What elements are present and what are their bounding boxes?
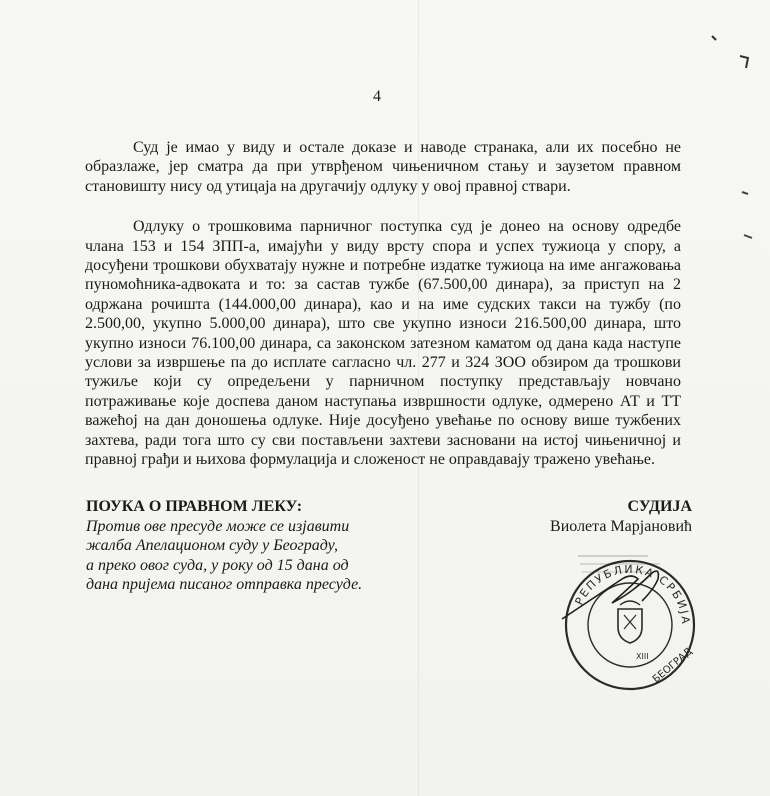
- paragraph-evidence: Суд је имао у виду и остале доказе и наводе странака, али их посебно не образлаже, јер сматра да при утврђеном чињеничном стању и заузетом правном становишту нису од утицаја на другачију одлуку у овој правној ствари.: [85, 139, 681, 195]
- page-number: 4: [373, 88, 381, 105]
- legal-remedy-line: дана пријема писаног отправка пресуде.: [86, 576, 363, 594]
- svg-text:РЕПУБЛИКА СРБИЈА: [573, 563, 693, 626]
- seal-number: XIII: [636, 652, 649, 661]
- court-seal: [560, 555, 700, 695]
- legal-remedy-title: ПОУКА О ПРАВНОМ ЛЕКУ:: [86, 498, 303, 515]
- legal-remedy-line: а преко овог суда, у року од 15 дана од: [86, 556, 349, 574]
- seal-city-text: БЕОГРАД: [650, 646, 695, 686]
- scan-speck-marks: [700, 30, 760, 80]
- scan-edge-marks: [738, 180, 758, 250]
- coat-of-arms-icon: [618, 601, 642, 643]
- judge-name: Виолета Марјановић: [550, 517, 692, 535]
- legal-remedy-line: Против ове пресуде може се изјавити: [86, 517, 350, 535]
- judge-title: СУДИЈА: [627, 498, 692, 515]
- document-body: [85, 138, 681, 470]
- paragraph-costs: Одлуку о трошковима парничног поступка суд је донео на основу одредбе члана 153 и 154 ЗПП-а, имајући у виду врсту спора и успех тужиоца у спору, а досуђени трошкови обухватају нужне и потребне издатке тужиоца на име ангажовања пуномоћника-адвоката и то: за састав тужбе (67.500,00 динара), за приступ на 2 одржана рочишта (144.000,00 динара), као и на име судских такси на тужбу (по 2.500,00, укупно 5.000,00 динара), што све укупно износи 216.500,00 динара, што укупно износи 76.100,00 динара, са законском затезном каматом од дана када наступе услови за извршење па до исплате сагласно чл. 277 и 324 ЗОО обзиром да трошкови тужиље који су опредељени у парничном поступку представљају новчано потраживање које доспева даном наступања извршности одлуке, одмерено АТ и ТТ важећој на дан доношења одлуке. Није досуђено увећање по основу више тужбених захтева, ради тога што су сви постављени захтеви засновани на истој чињеничној и правној грађи и њихова формулација и сложеност не оправдавају тражено увећање.: [85, 218, 681, 469]
- seal-ring-text: РЕПУБЛИКА СРБИЈА: [572, 562, 693, 627]
- legal-remedy-line: жалба Апелационом суду у Београду,: [86, 537, 338, 555]
- legal-remedy-instruction: [86, 497, 386, 595]
- judge-block: [520, 497, 692, 536]
